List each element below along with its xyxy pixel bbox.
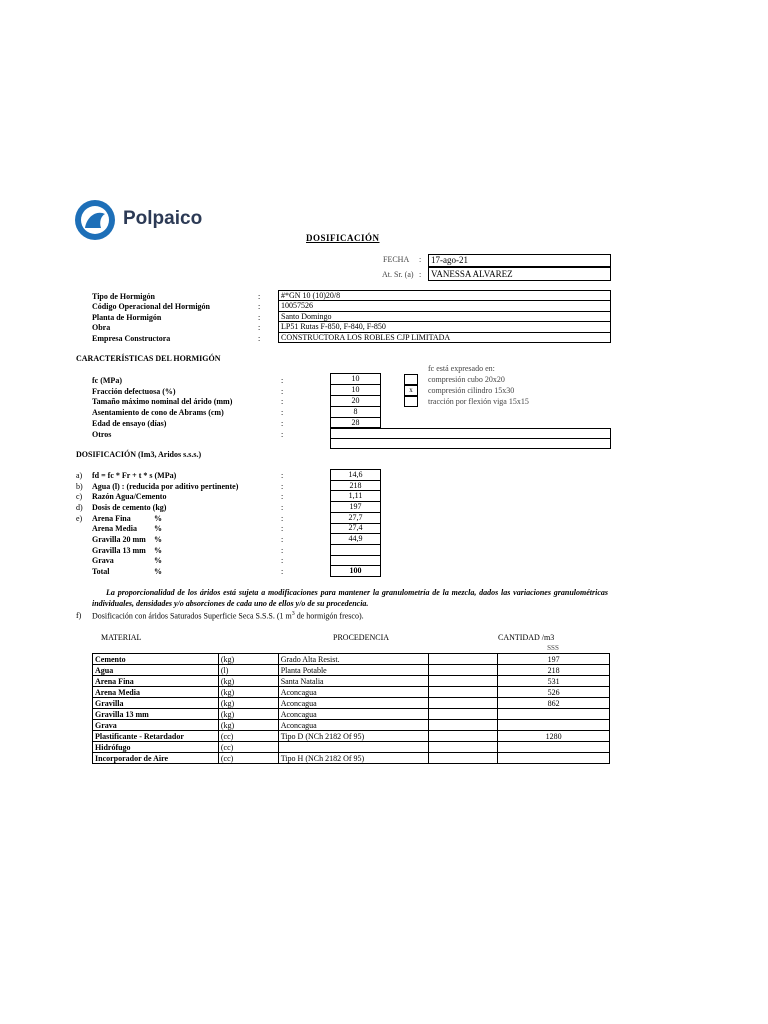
dosif-pct-total: % <box>154 567 162 576</box>
material-cantidad <box>498 753 610 764</box>
material-unit: (l) <box>218 665 278 676</box>
material-name: Hidrófugo <box>93 742 219 753</box>
material-cantidad: 526 <box>498 687 610 698</box>
info-sep-planta: : <box>258 313 261 322</box>
material-spacer <box>428 731 498 742</box>
material-name: Agua <box>93 665 219 676</box>
dosif-label-cemento: Dosis de cemento (kg) <box>92 503 167 512</box>
caract-value-edad: 28 <box>351 418 360 427</box>
material-spacer <box>428 698 498 709</box>
material-unit: (kg) <box>218 709 278 720</box>
dosif-value-arena-media: 27,4 <box>348 523 363 532</box>
caract-value-tamano: 20 <box>351 396 360 405</box>
material-name: Cemento <box>93 654 219 665</box>
caract-label-fc: fc (MPa) <box>92 376 122 385</box>
granulometry-note: La proporcionalidad de los áridos está sujeta a modificaciones para mantener la granulometría de la mezcla, dados las variaciones granulométricas individuales, densidades y/o absorciones de cada uno de ellos y/o de su procedencia. <box>92 588 608 608</box>
material-procedencia: Planta Potable <box>278 665 428 676</box>
dosif-sep-grava: : <box>281 556 284 565</box>
dosif-sep-gravilla-13: : <box>281 546 284 555</box>
material-spacer <box>428 676 498 687</box>
dosif-label-razon: Razón Agua/Cemento <box>92 492 167 501</box>
dosif-value-razon: 1,11 <box>348 491 363 500</box>
fc-option-mark-2: x <box>409 386 413 394</box>
material-procedencia: Aconcagua <box>278 698 428 709</box>
material-procedencia: Aconcagua <box>278 720 428 731</box>
page-title: DOSIFICACIÓN <box>306 233 380 243</box>
dosif-heading: DOSIFICACIÓN (Im3, Aridos s.s.s.) <box>76 450 202 459</box>
material-spacer <box>428 742 498 753</box>
table-row <box>93 698 610 709</box>
dosif-sep-total: : <box>281 567 284 576</box>
material-cantidad: 531 <box>498 676 610 687</box>
dosif-sep-arena-media: : <box>281 524 284 533</box>
material-cantidad <box>498 709 610 720</box>
material-cantidad <box>498 720 610 731</box>
logo-text: Polpaico <box>123 208 203 229</box>
material-procedencia: Tipo H (NCh 2182 Of 95) <box>278 753 428 764</box>
dosif-sep-razon: : <box>281 492 284 501</box>
dosif-label-total: Total <box>92 567 110 576</box>
dosif-pct-grava: % <box>154 556 162 565</box>
dosif-div-7 <box>330 544 381 545</box>
caract-label-edad: Edad de ensayo (días) <box>92 419 167 428</box>
material-procedencia: Grado Alta Resist. <box>278 654 428 665</box>
dosif-pct-gravilla-20: % <box>154 535 162 544</box>
info-sep-tipo: : <box>258 292 261 301</box>
dosif-letter-a: a) <box>76 471 83 480</box>
dosif-value-gravilla-20: 44,9 <box>348 534 363 543</box>
info-label-empresa: Empresa Constructora <box>92 334 171 343</box>
table-row <box>93 676 610 687</box>
material-unit: (kg) <box>218 698 278 709</box>
info-sep-obra: : <box>258 323 261 332</box>
dosif-sep-cemento: : <box>281 503 284 512</box>
material-procedencia: Tipo D (NCh 2182 Of 95) <box>278 731 428 742</box>
material-procedencia <box>278 742 428 753</box>
material-name: Gravilla <box>93 698 219 709</box>
table-row <box>93 654 610 665</box>
dosif-sep-agua: : <box>281 482 284 491</box>
dosif-div-8 <box>330 555 381 556</box>
col-procedencia-header: PROCEDENCIA <box>333 633 390 642</box>
f-text <box>92 611 364 621</box>
otros-div <box>330 438 611 439</box>
info-label-obra: Obra <box>92 323 111 332</box>
info-label-tipo: Tipo de Hormigón <box>92 292 155 301</box>
material-unit: (kg) <box>218 676 278 687</box>
dosif-value-agua: 218 <box>349 481 362 490</box>
dosif-letter-b: b) <box>76 482 83 491</box>
atsr-sep: : <box>419 270 422 279</box>
materials-table <box>92 653 610 764</box>
info-sep-empresa: : <box>258 334 261 343</box>
table-row <box>93 665 610 676</box>
material-unit: (kg) <box>218 654 278 665</box>
fc-option-label-3: tracción por flexión viga 15x15 <box>428 397 529 406</box>
fecha-sep: : <box>419 255 422 264</box>
material-unit: (cc) <box>218 731 278 742</box>
caract-sep-asentamiento: : <box>281 408 284 417</box>
table-row <box>93 731 610 742</box>
caract-sep-fraccion: : <box>281 387 284 396</box>
atsr-value: VANESSA ALVAREZ <box>431 269 513 279</box>
material-spacer <box>428 753 498 764</box>
dosif-letter-c: c) <box>76 492 83 501</box>
material-procedencia: Aconcagua <box>278 709 428 720</box>
fc-note-title: fc está expresado en: <box>428 364 495 373</box>
material-cantidad: 197 <box>498 654 610 665</box>
atsr-label: At. Sr. (a) <box>382 270 414 279</box>
dosif-value-total: 100 <box>349 566 362 575</box>
f-text-end: de hormigón fresco). <box>294 611 364 621</box>
material-name: Arena Fina <box>93 676 219 687</box>
dosif-value-cemento: 197 <box>349 502 362 511</box>
dosif-letter-d: d) <box>76 503 83 512</box>
table-row <box>93 742 610 753</box>
info-sep-codigo: : <box>258 302 261 311</box>
f-text-sup: 3 <box>291 611 295 617</box>
fecha-value: 17-ago-21 <box>431 255 468 265</box>
caract-label-fraccion: Fracción defectuosa (%) <box>92 387 176 396</box>
col-material-header: MATERIAL <box>101 633 142 642</box>
dosif-label-agua: Agua (l) : (reducida por aditivo pertinente) <box>92 482 239 491</box>
dosif-letter-e: e) <box>76 514 83 523</box>
col-cantidad-header: CANTIDAD /m3 <box>498 633 555 642</box>
caract-sep-edad: : <box>281 419 284 428</box>
col-sss-header: SSS <box>547 644 559 652</box>
caract-label-tamano: Tamaño máximo nominal del árido (mm) <box>92 397 233 406</box>
material-unit: (kg) <box>218 720 278 731</box>
material-cantidad: 1280 <box>498 731 610 742</box>
table-row <box>93 720 610 731</box>
fc-option-box-1[interactable] <box>404 374 418 385</box>
info-divider-1 <box>278 300 611 301</box>
dosif-pct-gravilla-13: % <box>154 546 162 555</box>
info-value-codigo: 10057526 <box>281 301 313 310</box>
material-spacer <box>428 654 498 665</box>
caract-value-fc: 10 <box>351 374 360 383</box>
caract-label-otros: Otros <box>92 430 112 439</box>
dosif-sep-arena-fina: : <box>281 514 284 523</box>
material-spacer <box>428 687 498 698</box>
info-label-codigo: Código Operacional del Hormigón <box>92 302 210 311</box>
fc-option-label-1: compresión cubo 20x20 <box>428 375 505 384</box>
fc-option-label-2: compresión cilindro 15x30 <box>428 386 515 395</box>
material-cantidad: 862 <box>498 698 610 709</box>
dosif-pct-arena-fina: % <box>154 514 162 523</box>
material-name: Plastificante - Retardador <box>93 731 219 742</box>
material-spacer <box>428 665 498 676</box>
info-value-planta: Santo Domingo <box>281 312 332 321</box>
f-text-main: Dosificación con áridos Saturados Superficie Seca S.S.S. (1 m <box>92 611 292 621</box>
material-name: Gravilla 13 mm <box>93 709 219 720</box>
caract-sep-tamano: : <box>281 397 284 406</box>
material-procedencia: Santa Natalia <box>278 676 428 687</box>
material-spacer <box>428 709 498 720</box>
logo-mark-icon <box>73 198 119 242</box>
table-row <box>93 687 610 698</box>
dosif-value-fd: 14,6 <box>348 470 363 479</box>
dosif-value-arena-fina: 27,7 <box>348 513 363 522</box>
dosif-sep-gravilla-20: : <box>281 535 284 544</box>
table-row <box>93 753 610 764</box>
table-row <box>93 709 610 720</box>
caract-heading: CARACTERÍSTICAS DEL HORMIGÓN <box>76 354 221 363</box>
material-cantidad <box>498 742 610 753</box>
caract-value-asentamiento: 8 <box>353 407 358 416</box>
material-unit: (cc) <box>218 742 278 753</box>
dosif-label-gravilla-13: Gravilla 13 mm <box>92 546 146 555</box>
dosif-pct-arena-media: % <box>154 524 162 533</box>
caract-value-fraccion: 10 <box>351 385 360 394</box>
caract-sep-otros: : <box>281 430 284 439</box>
material-unit: (cc) <box>218 753 278 764</box>
material-procedencia: Aconcagua <box>278 687 428 698</box>
dosif-label-gravilla-20: Gravilla 20 mm <box>92 535 146 544</box>
material-name: Grava <box>93 720 219 731</box>
material-spacer <box>428 720 498 731</box>
fecha-label: FECHA <box>383 255 410 264</box>
dosif-label-grava: Grava <box>92 556 114 565</box>
material-cantidad: 218 <box>498 665 610 676</box>
dosif-sep-fd: : <box>281 471 284 480</box>
info-value-empresa: CONSTRUCTORA LOS ROBLES CJP LIMITADA <box>281 333 451 342</box>
info-value-obra: LP51 Rutas F-850, F-840, F-850 <box>281 322 386 331</box>
caract-sep-fc: : <box>281 376 284 385</box>
f-letter: f) <box>76 611 82 620</box>
material-unit: (kg) <box>218 687 278 698</box>
info-label-planta: Planta de Hormigón <box>92 313 162 322</box>
dosif-label-arena-fina: Arena Fina <box>92 514 131 523</box>
material-name: Incorporador de Aire <box>93 753 219 764</box>
info-value-tipo: #*GN 10 (10)20/8 <box>281 291 341 300</box>
polpaico-logo <box>73 198 213 242</box>
material-name: Arena Media <box>93 687 219 698</box>
dosif-label-arena-media: Arena Media <box>92 524 137 533</box>
fc-option-box-3[interactable] <box>404 396 418 407</box>
dosif-label-fd: fd = fc * Fr + t * s (MPa) <box>92 471 177 480</box>
caract-label-asentamiento: Asentamiento de cono de Abrams (cm) <box>92 408 224 417</box>
